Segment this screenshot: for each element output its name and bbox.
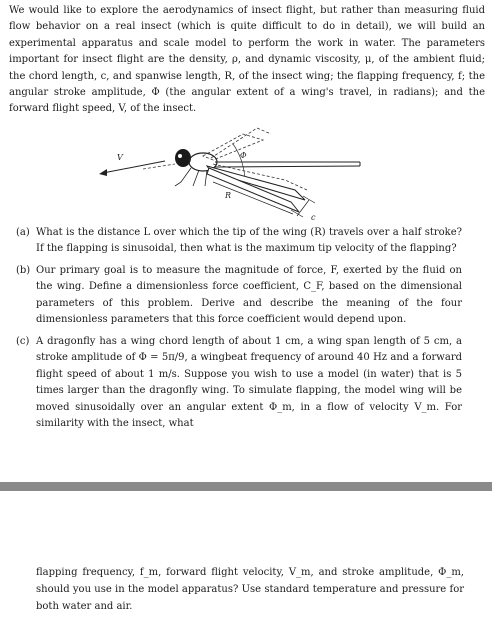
dragonfly-abdomen [215, 162, 360, 167]
page-gap [0, 491, 492, 551]
dragonfly-head [175, 149, 191, 167]
amplitude-arc [233, 144, 245, 178]
question-b [16, 263, 462, 329]
question-c-label: (c) [16, 336, 30, 347]
chord-dimension-line [297, 200, 309, 216]
lower-wing-front [207, 166, 305, 200]
velocity-arrow [99, 161, 165, 176]
chord-label: c [311, 213, 316, 222]
amplitude-label: Φ [240, 151, 247, 160]
dragonfly-figure [95, 120, 375, 225]
upper-wing-dashed [203, 134, 263, 160]
intro-paragraph: We would like to explore the aerodynamics of insect flight, but rather than measuring fluid flow behavior on a real insect (which is quite difficult to do in detail), we will build an experimental apparatus and scale model to perform the work in water. The parameters important for insect flight are the density, ρ, and dynamic viscosity, μ, of the ambient fluid; the chord length, c, and spanwise length, R, of the insect wing; the flapping frequency, f; the angular stroke amplitude, Φ (the angular extent of a wing's travel, in radians); and the forward flight speed, V, of the insect. [9, 5, 485, 115]
span-label: R [225, 191, 232, 200]
question-b-label: (b) [16, 265, 31, 276]
question-a-text: What is the distance L over which the tip of the wing (R) travels over a half stroke? If the flapping is sinusoidal, then what is the maximum tip velocity of the flapping? [36, 227, 462, 255]
velocity-label: V [117, 153, 123, 162]
question-b-text: Our primary goal is to measure the magnitude of force, F, exerted by the fluid on the wing. Define a dimensionless force coefficient, C_F, based on the dimensional parameters of this problem. Derive and describe the meaning of the four dimensionless parameters that this force coefficient would depend upon. [36, 265, 462, 326]
continuation-paragraph: flapping frequency, f_m, forward flight velocity, V_m, and stroke amplitude, Φ_m, should you use in the model apparatus? Use standard temperature and pressure for both water and air. [36, 567, 464, 612]
question-c [16, 334, 462, 432]
dragonfly-diagram [95, 120, 375, 225]
dragonfly-eye [178, 154, 182, 158]
question-c-text: A dragonfly has a wing chord length of about 1 cm, a wing span length of 5 cm, a stroke amplitude of Φ = 5π/9, a wingbeat frequency of around 40 Hz and a forward flight speed of about 1 m/s. Suppose you wish to use a model (in water) that is 5 times larger than the dragonfly wing. To simulate flapping, the model wing will be moved sinusoidally over an angular extent Φ_m, in a flow of velocity V_m. For similarity with the insect, what [36, 336, 462, 430]
question-a-label: (a) [16, 227, 30, 238]
question-a [16, 225, 462, 258]
page-break-bar [0, 482, 492, 491]
